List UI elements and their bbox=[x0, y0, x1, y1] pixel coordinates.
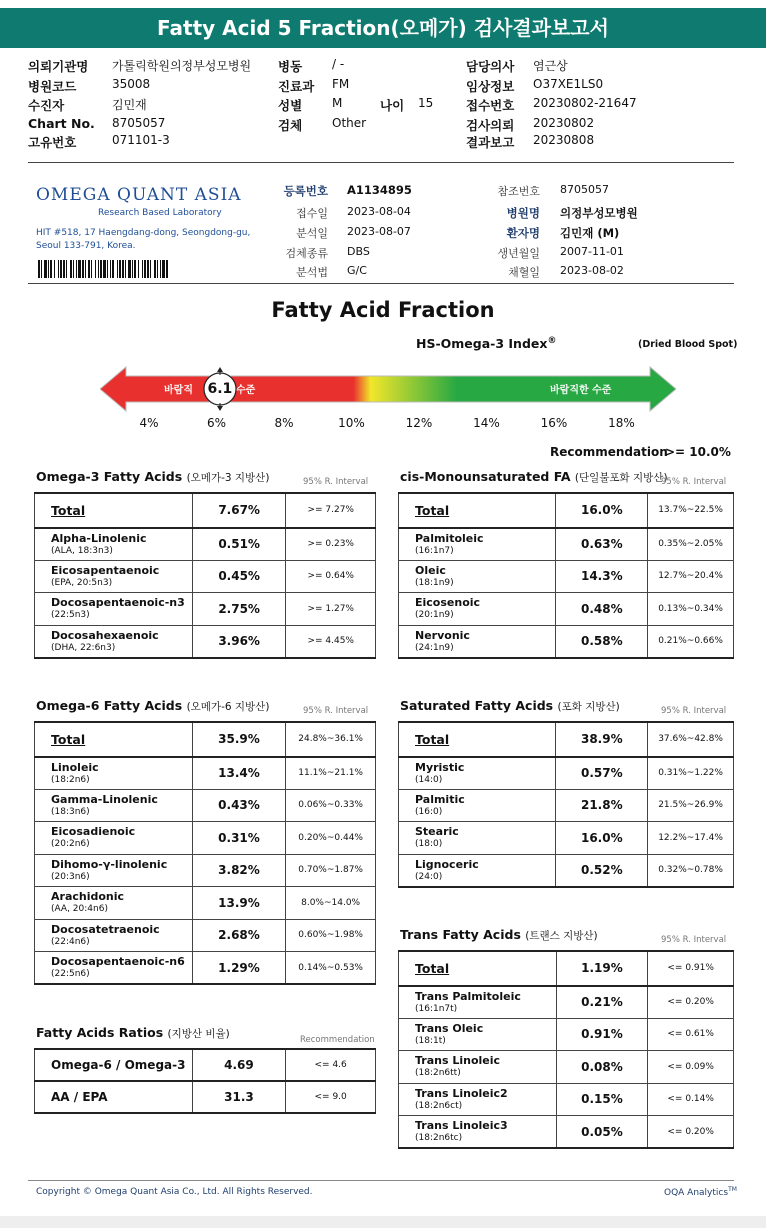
gauge-tick: 10% bbox=[338, 416, 365, 430]
name-text: Dihomo-γ-linolenic bbox=[51, 857, 168, 871]
reference-range: 0.21%~0.66% bbox=[648, 625, 734, 658]
table-title-text: Saturated Fatty Acids bbox=[400, 698, 554, 713]
name-sub: (18:1t) bbox=[415, 1035, 446, 1046]
name-text: Eicosadienoic bbox=[51, 825, 136, 839]
fatty-acid-name bbox=[35, 789, 193, 822]
name-sub: (20:3n6) bbox=[51, 871, 90, 882]
gauge-tick: 18% bbox=[608, 416, 635, 430]
info-label: 병원코드 bbox=[28, 79, 77, 94]
table-row bbox=[35, 887, 376, 920]
report-label: 검체종류 bbox=[285, 247, 328, 260]
dbs-label: (Dried Blood Spot) bbox=[638, 339, 738, 350]
name-text: Myristic bbox=[415, 760, 465, 774]
reference-range: 0.31%~1.22% bbox=[648, 757, 734, 790]
info-label: Chart No. bbox=[28, 116, 95, 131]
report-label: 접수일 bbox=[296, 207, 328, 220]
gauge-tick: 12% bbox=[405, 416, 433, 430]
ratio-name: AA / EPA bbox=[35, 1081, 193, 1113]
name-sub: (20:1n9) bbox=[415, 610, 454, 621]
table-row bbox=[35, 789, 376, 822]
report-value: A1134895 bbox=[347, 183, 412, 197]
name-text: Eicosapentaenoic bbox=[51, 563, 160, 577]
name-text: Total bbox=[415, 502, 450, 518]
name-text: Gamma-Linolenic bbox=[51, 792, 158, 806]
fatty-acid-name bbox=[35, 919, 193, 952]
copyright: Copyright © Omega Quant Asia Co., Ltd. All Rights Reserved. bbox=[36, 1187, 313, 1197]
report-value: 8705057 bbox=[560, 183, 609, 196]
bad-label-a: 바람직 bbox=[164, 385, 193, 396]
reference-range: 37.6%~42.8% bbox=[648, 722, 734, 757]
info-label: 수진자 bbox=[28, 98, 65, 113]
table-row bbox=[399, 722, 734, 757]
info-value: 071101-3 bbox=[112, 133, 170, 147]
reference-range: <= 0.14% bbox=[648, 1083, 734, 1116]
name-sub: (20:2n6) bbox=[51, 839, 90, 850]
reference-range: >= 1.27% bbox=[286, 593, 376, 626]
reference-range: 12.7%~20.4% bbox=[648, 560, 734, 593]
table-row bbox=[35, 722, 376, 757]
report-label: 환자명 bbox=[506, 226, 540, 240]
ratio-recommendation: <= 4.6 bbox=[286, 1049, 376, 1081]
mufa-table bbox=[398, 492, 734, 659]
table-title bbox=[400, 698, 620, 714]
table-title-text: Omega-3 Fatty Acids bbox=[36, 469, 183, 484]
table-row bbox=[399, 528, 734, 561]
table-title-sub: (포화 지방산) bbox=[557, 701, 620, 713]
name-text: Palmitic bbox=[415, 792, 465, 806]
name-text: Docosapentaenoic-n3 bbox=[51, 596, 185, 610]
name-sub: (18:1n9) bbox=[415, 577, 454, 588]
table-title-text: Omega-6 Fatty Acids bbox=[36, 698, 183, 713]
report-value: 2007-11-01 bbox=[560, 245, 624, 258]
fatty-acid-name bbox=[399, 789, 556, 822]
interval-label: 95% R. Interval bbox=[303, 477, 369, 487]
table-row bbox=[35, 560, 376, 593]
fatty-acid-name bbox=[35, 625, 193, 658]
name-text: Lignoceric bbox=[415, 857, 479, 871]
result-value: 0.21% bbox=[556, 986, 648, 1019]
divider bbox=[28, 1180, 734, 1181]
name-sub: (16:0) bbox=[415, 806, 443, 817]
fatty-acid-name bbox=[399, 757, 556, 790]
table-title bbox=[36, 1025, 230, 1041]
table-row bbox=[399, 593, 734, 626]
interval-label: 95% R. Interval bbox=[303, 706, 369, 716]
reference-range: >= 4.45% bbox=[286, 625, 376, 658]
report-value: 2023-08-07 bbox=[347, 225, 411, 238]
name-text: Docosapentaenoic-n6 bbox=[51, 955, 185, 968]
fatty-acid-name bbox=[399, 722, 556, 757]
reference-range: >= 7.27% bbox=[286, 493, 376, 528]
ratios-table bbox=[34, 1048, 376, 1114]
name-sub: (AA, 20:4n6) bbox=[51, 904, 108, 915]
omega6-table bbox=[34, 721, 376, 985]
table-title bbox=[400, 927, 598, 943]
table-title bbox=[36, 698, 269, 714]
name-sub: (24:0) bbox=[415, 871, 443, 882]
reference-range: <= 0.09% bbox=[648, 1051, 734, 1084]
name-sub: (EPA, 20:5n3) bbox=[51, 577, 113, 588]
gauge-tick: 8% bbox=[274, 416, 294, 430]
name-sub: (18:2n6tt) bbox=[415, 1068, 461, 1079]
fatty-acid-name bbox=[35, 757, 193, 790]
table-row bbox=[35, 528, 376, 561]
result-value: 0.57% bbox=[556, 757, 648, 790]
fatty-acid-name bbox=[35, 560, 193, 593]
info-value: 20230802 bbox=[533, 116, 595, 130]
report-label: 등록번호 bbox=[283, 184, 328, 198]
fatty-acid-name bbox=[399, 1116, 557, 1149]
reference-range: >= 0.64% bbox=[286, 560, 376, 593]
info-label: 고유번호 bbox=[28, 135, 77, 150]
result-value: 3.82% bbox=[192, 854, 285, 887]
result-value: 3.96% bbox=[192, 625, 286, 658]
lab-tagline: Research Based Laboratory bbox=[98, 208, 222, 218]
interval-label: 95% R. Interval bbox=[661, 935, 727, 945]
name-sub: (22:5n6) bbox=[51, 969, 90, 979]
fatty-acid-name bbox=[35, 722, 193, 757]
table-row bbox=[399, 1083, 734, 1116]
gauge-tick: 16% bbox=[540, 416, 568, 430]
good-label: 바람직한 수준 bbox=[550, 385, 612, 396]
result-value: 0.63% bbox=[556, 528, 648, 561]
table-title-sub: (지방산 비율) bbox=[167, 1028, 230, 1040]
info-label: 검사의뢰 bbox=[466, 118, 515, 133]
result-value: 7.67% bbox=[192, 493, 286, 528]
age-value: 15 bbox=[418, 96, 434, 110]
reference-range: <= 0.61% bbox=[648, 1018, 734, 1051]
result-value: 2.68% bbox=[192, 919, 285, 952]
lab-address-line2: Seoul 133-791, Korea. bbox=[36, 241, 136, 251]
name-text: Total bbox=[51, 731, 86, 747]
reference-range: 0.35%~2.05% bbox=[648, 528, 734, 561]
info-value: FM bbox=[332, 77, 350, 91]
info-label: 병동 bbox=[278, 59, 303, 74]
table-title bbox=[36, 469, 269, 485]
table-row bbox=[35, 757, 376, 790]
result-value: 13.4% bbox=[192, 757, 285, 790]
info-label: 결과보고 bbox=[466, 135, 515, 150]
reference-range: <= 0.20% bbox=[648, 986, 734, 1019]
reference-range: 11.1%~21.1% bbox=[286, 757, 376, 790]
result-value: 0.08% bbox=[556, 1051, 648, 1084]
result-value: 0.05% bbox=[556, 1116, 648, 1149]
info-label: 접수번호 bbox=[466, 98, 515, 113]
name-sub: (ALA, 18:3n3) bbox=[51, 545, 113, 556]
name-text: Trans Linoleic3 bbox=[415, 1119, 508, 1132]
report-label: 분석법 bbox=[296, 266, 328, 279]
name-text: Linoleic bbox=[51, 760, 99, 774]
name-sub: (14:0) bbox=[415, 774, 443, 785]
info-value: 염근상 bbox=[533, 59, 568, 73]
report-label: 병원명 bbox=[506, 206, 540, 220]
result-value: 13.9% bbox=[192, 887, 285, 920]
name-text: Trans Linoleic2 bbox=[415, 1086, 508, 1100]
report-label: 분석일 bbox=[296, 227, 328, 240]
result-value: 21.8% bbox=[556, 789, 648, 822]
result-value: 1.29% bbox=[192, 952, 285, 985]
result-value: 38.9% bbox=[556, 722, 648, 757]
ratio-value: 31.3 bbox=[192, 1081, 286, 1113]
info-value: 김민재 bbox=[112, 98, 147, 112]
name-sub: (18:2n6tc) bbox=[415, 1133, 463, 1143]
footer-brand: OQA Analytics™ bbox=[664, 1186, 737, 1198]
reference-range: <= 0.20% bbox=[648, 1116, 734, 1149]
table-row bbox=[399, 854, 734, 887]
reference-range: <= 0.91% bbox=[648, 951, 734, 986]
name-sub: (18:2n6) bbox=[51, 774, 90, 785]
fatty-acid-name bbox=[35, 593, 193, 626]
report-value: 2023-08-02 bbox=[560, 264, 624, 277]
reference-range: 0.20%~0.44% bbox=[286, 822, 376, 855]
result-value: 0.52% bbox=[556, 854, 648, 887]
report-value: 김민재 (M) bbox=[560, 226, 620, 240]
name-sub: (DHA, 22:6n3) bbox=[51, 642, 116, 653]
name-sub: (24:1n9) bbox=[415, 642, 454, 653]
name-text: Trans Palmitoleic bbox=[415, 989, 521, 1003]
fatty-acid-name bbox=[399, 493, 556, 528]
report-value: G/C bbox=[347, 264, 367, 277]
name-text: Total bbox=[51, 502, 86, 518]
info-value: / - bbox=[332, 57, 345, 71]
ratio-name: Omega-6 / Omega-3 bbox=[35, 1049, 193, 1081]
info-label: 담당의사 bbox=[466, 59, 515, 74]
fatty-acid-name bbox=[399, 1051, 557, 1084]
reference-range: >= 0.23% bbox=[286, 528, 376, 561]
table-row bbox=[399, 986, 734, 1019]
table-title-text: Trans Fatty Acids bbox=[400, 927, 521, 942]
result-value: 0.58% bbox=[556, 625, 648, 658]
fatty-acid-name bbox=[399, 986, 557, 1019]
result-value: 0.31% bbox=[192, 822, 285, 855]
name-text: Palmitoleic bbox=[415, 531, 484, 545]
lab-logo: OMEGA QUANT ASIA bbox=[36, 185, 242, 205]
reference-range: 12.2%~17.4% bbox=[648, 822, 734, 855]
table-row bbox=[399, 951, 734, 986]
info-value: Other bbox=[332, 116, 367, 130]
table-row bbox=[35, 919, 376, 952]
fatty-acid-name bbox=[399, 528, 556, 561]
barcode bbox=[38, 260, 168, 278]
reference-range: 8.0%~14.0% bbox=[286, 887, 376, 920]
name-sub: (16:1n7t) bbox=[415, 1003, 458, 1014]
result-value: 16.0% bbox=[556, 822, 648, 855]
name-text: Total bbox=[415, 731, 450, 747]
result-value: 0.15% bbox=[556, 1083, 648, 1116]
table-title-text: Fatty Acids Ratios bbox=[36, 1025, 164, 1040]
table-title-sub: (트랜스 지방산) bbox=[525, 930, 598, 942]
info-label: 성별 bbox=[278, 98, 303, 113]
table-title bbox=[400, 469, 668, 485]
table-row bbox=[399, 625, 734, 658]
table-title-sub: (단일불포화 지방산) bbox=[574, 472, 668, 484]
reference-range: 0.14%~0.53% bbox=[286, 952, 376, 985]
name-text: Nervonic bbox=[415, 628, 470, 642]
table-row bbox=[399, 493, 734, 528]
result-value: 1.19% bbox=[556, 951, 648, 986]
fatty-acid-name bbox=[399, 1083, 557, 1116]
result-value: 0.51% bbox=[192, 528, 286, 561]
name-sub: (22:5n3) bbox=[51, 610, 90, 621]
reference-range: 21.5%~26.9% bbox=[648, 789, 734, 822]
info-value: 8705057 bbox=[112, 116, 166, 130]
reference-range: 0.60%~1.98% bbox=[286, 919, 376, 952]
info-value: 20230808 bbox=[533, 133, 595, 147]
fatty-acid-name bbox=[35, 854, 193, 887]
recommendation-label: Recommendation bbox=[300, 1035, 375, 1045]
interval-label: 95% R. Interval bbox=[661, 477, 727, 487]
info-value: O37XE1LS0 bbox=[533, 77, 604, 91]
table-row bbox=[35, 1081, 376, 1113]
table-row bbox=[399, 1116, 734, 1149]
recommendation-label: Recommendation bbox=[550, 445, 668, 459]
fatty-acid-name bbox=[399, 1018, 557, 1051]
table-row bbox=[35, 625, 376, 658]
report-value: DBS bbox=[347, 245, 370, 258]
fatty-acid-name bbox=[35, 528, 193, 561]
fatty-acid-name bbox=[399, 822, 556, 855]
result-value: 16.0% bbox=[556, 493, 648, 528]
report-label: 채혈일 bbox=[508, 266, 540, 279]
report-value: 2023-08-04 bbox=[347, 205, 411, 218]
table-row bbox=[35, 493, 376, 528]
age-label: 나이 bbox=[380, 98, 405, 113]
fatty-acid-name bbox=[399, 854, 556, 887]
name-sub: (18:2n6ct) bbox=[415, 1100, 463, 1111]
name-text: Oleic bbox=[415, 563, 446, 577]
info-value: 가톨릭학원의정부성모병원 bbox=[112, 59, 252, 73]
name-text: Trans Oleic bbox=[415, 1021, 484, 1035]
result-value: 35.9% bbox=[192, 722, 285, 757]
result-value: 0.48% bbox=[556, 593, 648, 626]
fatty-acid-name bbox=[399, 593, 556, 626]
gauge-tick: 14% bbox=[473, 416, 500, 430]
table-title-text: cis-Monounsaturated FA bbox=[400, 469, 571, 484]
result-value: 0.45% bbox=[192, 560, 286, 593]
table-row bbox=[35, 822, 376, 855]
index-marker bbox=[203, 366, 237, 412]
name-text: Alpha-Linolenic bbox=[51, 531, 147, 545]
reference-range: 24.8%~36.1% bbox=[286, 722, 376, 757]
reference-range: 0.06%~0.33% bbox=[286, 789, 376, 822]
result-value: 0.43% bbox=[192, 789, 285, 822]
bad-label-b: 수준 bbox=[236, 385, 256, 396]
report-label: 생년월일 bbox=[497, 247, 540, 260]
name-text: Eicosenoic bbox=[415, 596, 481, 610]
table-title-sub: (오메가-6 지방산) bbox=[186, 701, 270, 713]
name-text: Arachidonic bbox=[51, 890, 125, 904]
info-label: 진료과 bbox=[278, 79, 315, 94]
table-row bbox=[399, 1051, 734, 1084]
name-sub: (16:1n7) bbox=[415, 545, 454, 556]
reference-range: 0.70%~1.87% bbox=[286, 854, 376, 887]
fatty-acid-name bbox=[35, 493, 193, 528]
result-value: 0.91% bbox=[556, 1018, 648, 1051]
gauge-tick: 6% bbox=[206, 416, 227, 430]
result-value: 14.3% bbox=[556, 560, 648, 593]
table-row bbox=[399, 789, 734, 822]
name-text: Total bbox=[415, 960, 450, 976]
info-label: 검체 bbox=[278, 118, 303, 133]
index-value: 6.1 bbox=[207, 381, 233, 397]
info-value: 20230802-21647 bbox=[533, 96, 637, 110]
fatty-acid-name bbox=[35, 887, 193, 920]
table-title-sub: (오메가-3 지방산) bbox=[186, 472, 270, 484]
table-row bbox=[399, 1018, 734, 1051]
fatty-acid-name bbox=[35, 822, 193, 855]
reference-range: 13.7%~22.5% bbox=[648, 493, 734, 528]
reference-range: 0.32%~0.78% bbox=[648, 854, 734, 887]
info-label: 의뢰기관명 bbox=[28, 59, 89, 74]
table-row bbox=[399, 822, 734, 855]
table-row bbox=[399, 757, 734, 790]
section-title: Fatty Acid Fraction bbox=[271, 298, 495, 322]
trans-table bbox=[398, 950, 734, 1149]
omega3-table bbox=[34, 492, 376, 659]
name-sub: (18:3n6) bbox=[51, 806, 90, 817]
name-text: Docosahexaenoic bbox=[51, 628, 159, 642]
fatty-acid-name bbox=[399, 951, 557, 986]
name-text: Docosatetraenoic bbox=[51, 922, 160, 936]
ratio-recommendation: <= 9.0 bbox=[286, 1081, 376, 1113]
ratio-value: 4.69 bbox=[192, 1049, 286, 1081]
info-label: 임상정보 bbox=[466, 79, 515, 94]
fatty-acid-name bbox=[399, 625, 556, 658]
divider bbox=[28, 283, 734, 284]
interval-label: 95% R. Interval bbox=[661, 706, 727, 716]
name-sub: (22:4n6) bbox=[51, 936, 90, 947]
reference-range: 0.13%~0.34% bbox=[648, 593, 734, 626]
info-value: 35008 bbox=[112, 77, 151, 91]
name-text: Trans Linoleic bbox=[415, 1054, 501, 1068]
sfa-table bbox=[398, 721, 734, 888]
index-title: HS-Omega-3 Index® bbox=[416, 336, 557, 352]
page-bottom bbox=[0, 1216, 766, 1228]
table-row bbox=[35, 952, 376, 985]
gauge-tick: 4% bbox=[139, 416, 159, 430]
divider bbox=[28, 162, 734, 163]
recommendation-value: >= 10.0% bbox=[665, 445, 731, 459]
table-row bbox=[35, 854, 376, 887]
name-sub: (18:0) bbox=[415, 839, 443, 850]
lab-address-line1: HIT #518, 17 Haengdang-dong, Seongdong-gu, bbox=[36, 228, 251, 238]
name-text: Stearic bbox=[415, 825, 459, 839]
table-row bbox=[35, 1049, 376, 1081]
result-value: 2.75% bbox=[192, 593, 286, 626]
table-row bbox=[35, 593, 376, 626]
report-value: 의정부성모병원 bbox=[560, 206, 638, 220]
info-value: M bbox=[332, 96, 343, 110]
table-row bbox=[399, 560, 734, 593]
fatty-acid-name bbox=[399, 560, 556, 593]
fatty-acid-name bbox=[35, 952, 193, 985]
report-label: 참조번호 bbox=[497, 185, 540, 198]
report-title: Fatty Acid 5 Fraction(오메가) 검사결과보고서 bbox=[0, 8, 766, 48]
